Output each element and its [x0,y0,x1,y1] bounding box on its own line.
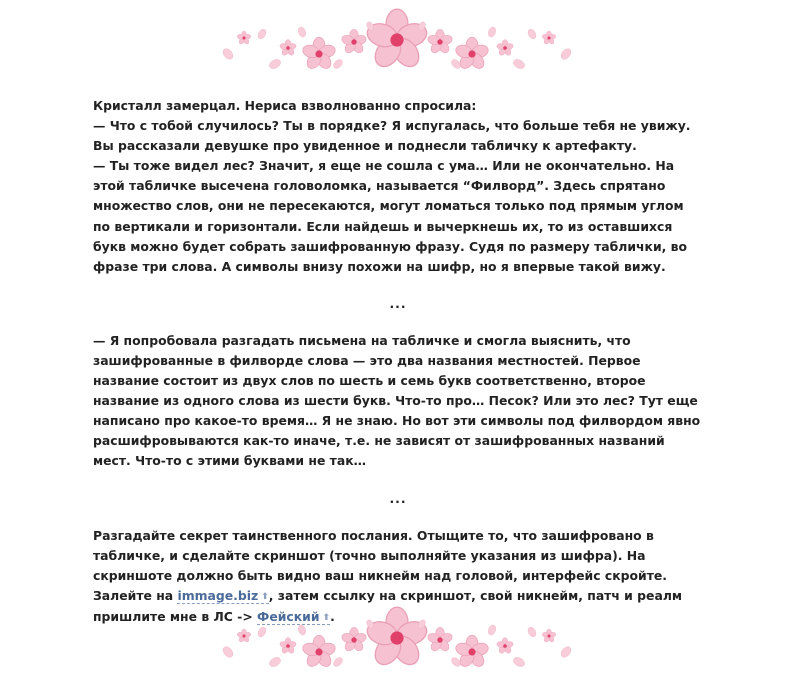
divider-flowers [221,9,573,71]
story-content [93,96,703,628]
story-line: — Что с тобой случилось? Ты в порядке? Я испугалась, что больше тебя не увижу. [93,118,691,134]
author-link-label: Фейский [257,608,320,624]
section-separator: ... [389,490,407,506]
external-link-icon: ⬆ [261,591,269,602]
story-paragraph-2: — Я попробовала разгадать письмена на табличке и смогла выяснить, что зашифрованные в филворде слова — это два названия местностей. Первое название состоит из двух слов по шесть и семь букв соответственно, второе название из одного слова из шести букв. Что-то про… Песок? Или это лес? Тут еще написано про какое-то время… Я не знаю. Но вот эти символы под филвордом явно расшифровываются как-то иначе, т.е. не зависят от зашифрованных названий мест. Что-то с этими буквами не так… [93,332,701,469]
immage-link-label: immage.biz [177,587,259,603]
story-line: Кристалл замерцал. Нериса взволнованно спросила: [93,98,477,113]
story-line: — Ты тоже видел лес? Значит, я еще не сошла с ума… Или не окончательно. На этой табличке высечена головоломка, называется “Филворд”. Здесь спрятано множество слов, они не пересекаются, могут ломаться только под прямым углом по вертикали и горизонтали. Если найдешь и вычеркнешь их, то из оставшихся букв можно будет собрать зашифрованную фразу. Судя по размеру таблички, во фразе три слова. А символы внизу похожи на шифр, но я впервые такой вижу. [93,158,687,274]
cherry-blossom-divider-icon [0,602,794,674]
cherry-blossom-divider-bottom [0,602,794,674]
task-text-end: . [330,608,335,624]
task-text-start: Разгадайте секрет таинственного послания. Отыщите то, что зашифровано в табличке, и сделайте скриншот (точно выполняйте указания из шифра). На скриншоте должно быть видно ваш никнейм над головой, интерфейс скройте. Залейте на [93,527,667,603]
external-link-icon: ⬆ [322,612,331,623]
cherry-blossom-divider-icon [0,4,794,76]
divider-flowers [221,607,573,669]
task-text-mid: , затем ссылку на скриншот, свой никнейм, патч и реалм пришлите мне в ЛС -> [93,587,683,624]
cherry-blossom-divider-top [0,4,794,76]
story-line: Вы рассказали девушке про увиденное и поднесли табличку к артефакту. [93,138,637,154]
section-separator: ... [389,295,407,311]
